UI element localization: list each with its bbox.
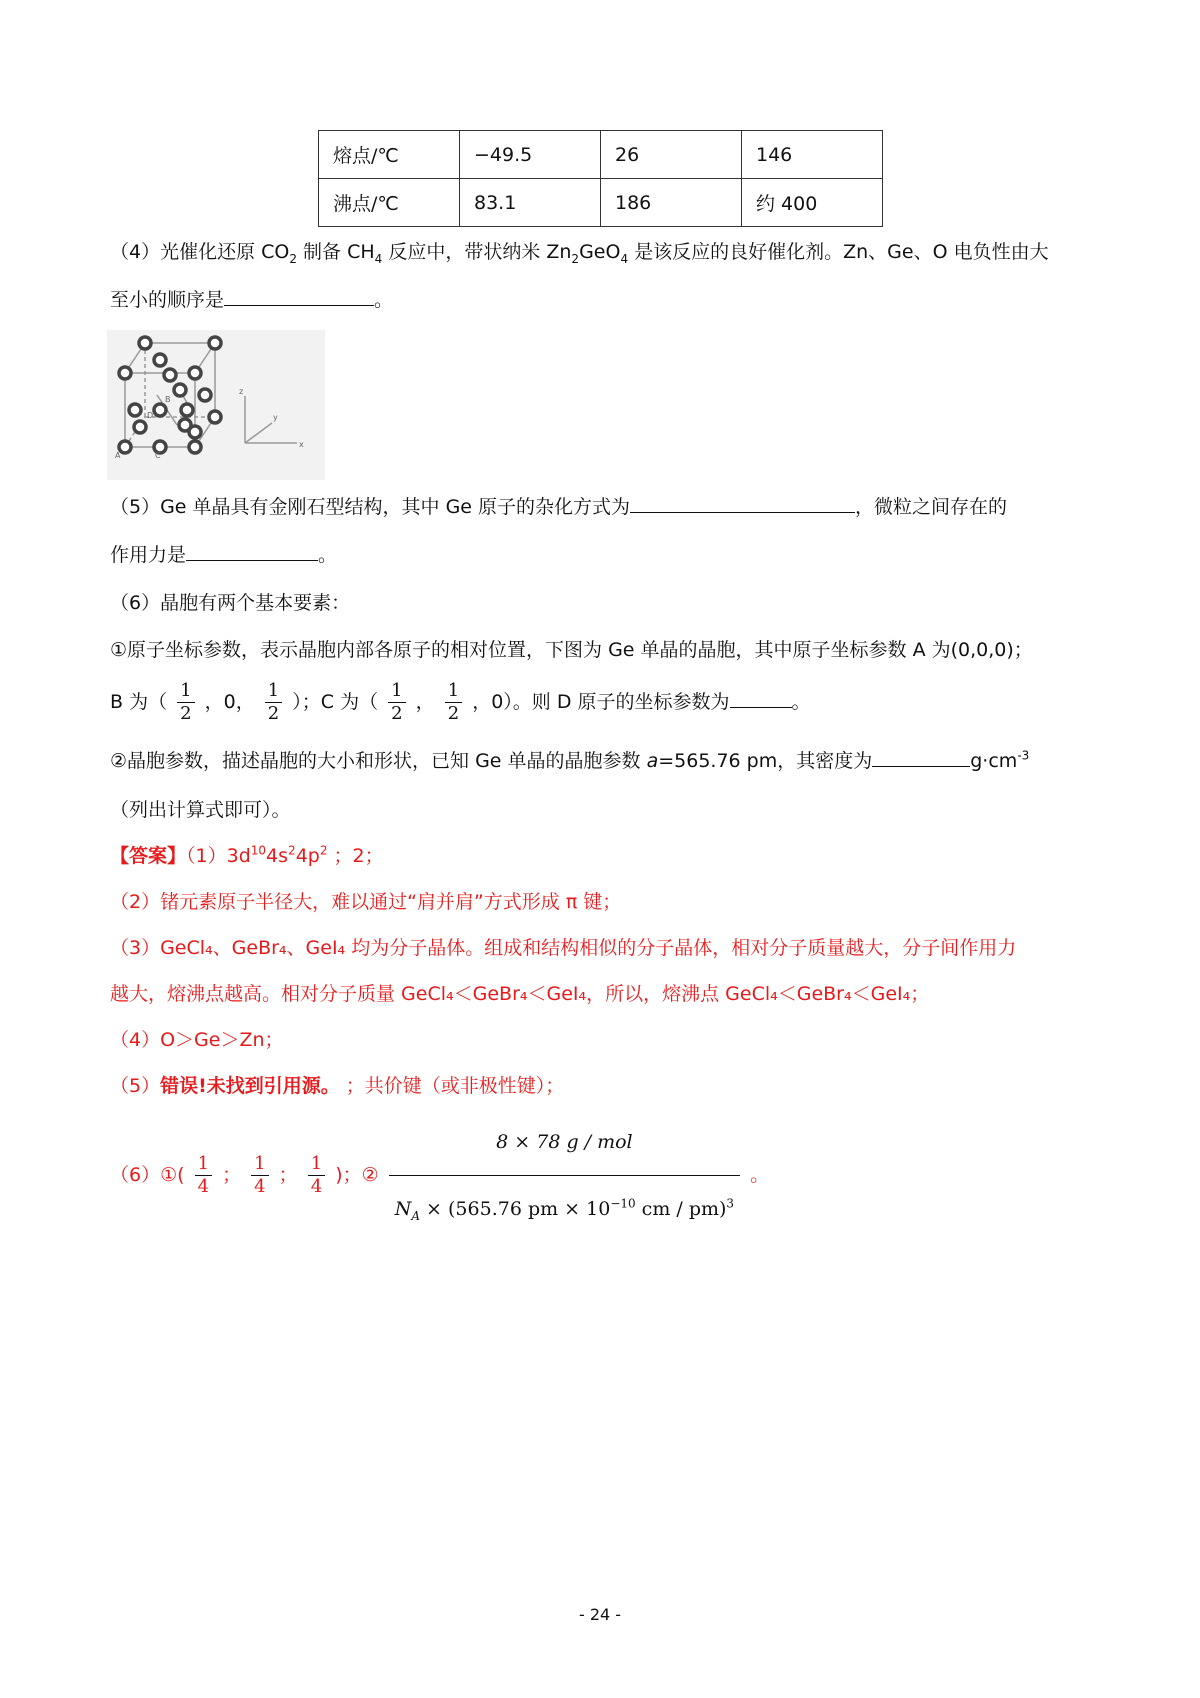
table-cell: 约 400 [742,179,883,227]
table-row [319,131,883,179]
atom-label-d: D [147,411,154,420]
property-table [318,130,883,227]
answer-1: 【答案】$(1)3d^{10}4s^24p^2$ ；2； [110,843,384,867]
axis-label-z: z [239,387,244,396]
fraction: $\frac{1}{2}$ [445,680,462,725]
answer-3-line-2: 越大，熔沸点越高。相对分子质量 GeCl₄＜GeBr₄＜GeI₄，所以，熔沸点 GeCl₄＜GeBr₄＜GeI₄； [110,983,930,1005]
reference-error: 错误!未找到引用源。 [160,1075,340,1097]
question-5-line-2: 作用力是 。 [110,544,338,566]
table-cell: 26 [601,131,742,179]
table-cell: −49.5 [460,131,601,179]
answer-blank[interactable] [730,689,792,708]
question-5-line-1: （5）Ge 单晶具有金刚石型结构，其中 Ge 原子的杂化方式为 ，微粒之间存在的 [110,496,1008,518]
question-6-note: （列出计算式即可）。 [110,799,291,821]
atom-label-b: B [165,395,171,404]
density-formula: $\frac{\text{8 × 78 g / mol}}{N_A \times (565.76 pm \times 10^{-10} cm / pm)^3}$ [389,1112,740,1239]
answer-blank[interactable] [186,542,318,561]
axis-label-y: y [273,413,278,422]
row-label: 熔点/℃ [319,131,460,179]
answer-heading: 【答案】 [110,845,187,867]
question-6-coordinates: B 为（ $\frac{1}{2}$ ，0， $\frac{1}{2}$ ）；C 为（ $\frac{1}{2}$ ， $\frac{1}{2}$ ，0）。则 D 原子的坐标参数为 。 [110,680,811,724]
question-6-intro: （6）晶胞有两个基本要素： [110,592,351,614]
answer-2: （2）锗元素原子半径大，难以通过“肩并肩”方式形成 π 键； [110,891,622,913]
fraction: $\frac{1}{4}$ [308,1153,325,1198]
answer-blank[interactable] [224,287,374,306]
page-number: - 24 - [578,1605,622,1624]
fraction: $\frac{1}{2}$ [388,680,405,725]
fraction: $\frac{1}{2}$ [177,680,194,725]
answer-6: （6）①( $\frac{1}{4}$ ； $\frac{1}{4}$ ； $\frac{1}{4}$ )；② $\frac{\text{8 × 78 g / mol}}{N_A \times (565.76 pm \times 10^{-10} cm / pm)^3}$ 。 [110,1112,769,1239]
question-4-line-1: （4）光催化还原 $CO_2$ 制备 $CH_4$ 反应中，带状纳米 $Zn_2GeO_4$ 是该反应的良好催化剂。Zn、Ge、O 电负性由大 [110,241,1049,266]
axis-label-x: x [299,440,304,449]
fraction: $\frac{1}{4}$ [251,1153,268,1198]
table-cell: 186 [601,179,742,227]
answer-blank[interactable] [872,748,970,767]
fraction: $\frac{1}{4}$ [195,1153,212,1198]
atom-label-c: C [155,451,161,460]
fraction: $\frac{1}{2}$ [265,680,282,725]
question-6-sub-2: ②晶胞参数，描述晶胞的大小和形状，已知 Ge 单晶的晶胞参数 a=565.76 pm，其密度为 $g\cdot cm^{-3}$ [110,748,1030,772]
question-4-line-2: 至小的顺序是 。 [110,289,394,311]
table-cell: 146 [742,131,883,179]
table-cell: 83.1 [460,179,601,227]
answer-3-line-1: （3）GeCl₄、GeBr₄、GeI₄ 均为分子晶体。组成和结构相似的分子晶体，相对分子质量越大，分子间作用力 [110,937,1017,959]
answer-blank[interactable] [630,494,855,513]
answer-4: （4）O＞Ge＞Zn； [110,1029,284,1051]
table-row [319,179,883,227]
crystal-cell-diagram [107,330,325,480]
answer-5: （5）错误!未找到引用源。 ；共价键（或非极性键）； [110,1075,565,1097]
row-label: 沸点/℃ [319,179,460,227]
atom-label-a: A [115,451,121,460]
question-6-sub-1: ①原子坐标参数，表示晶胞内部各原子的相对位置，下图为 Ge 单晶的晶胞，其中原子坐标参数 A 为(0,0,0)； [110,639,1033,661]
